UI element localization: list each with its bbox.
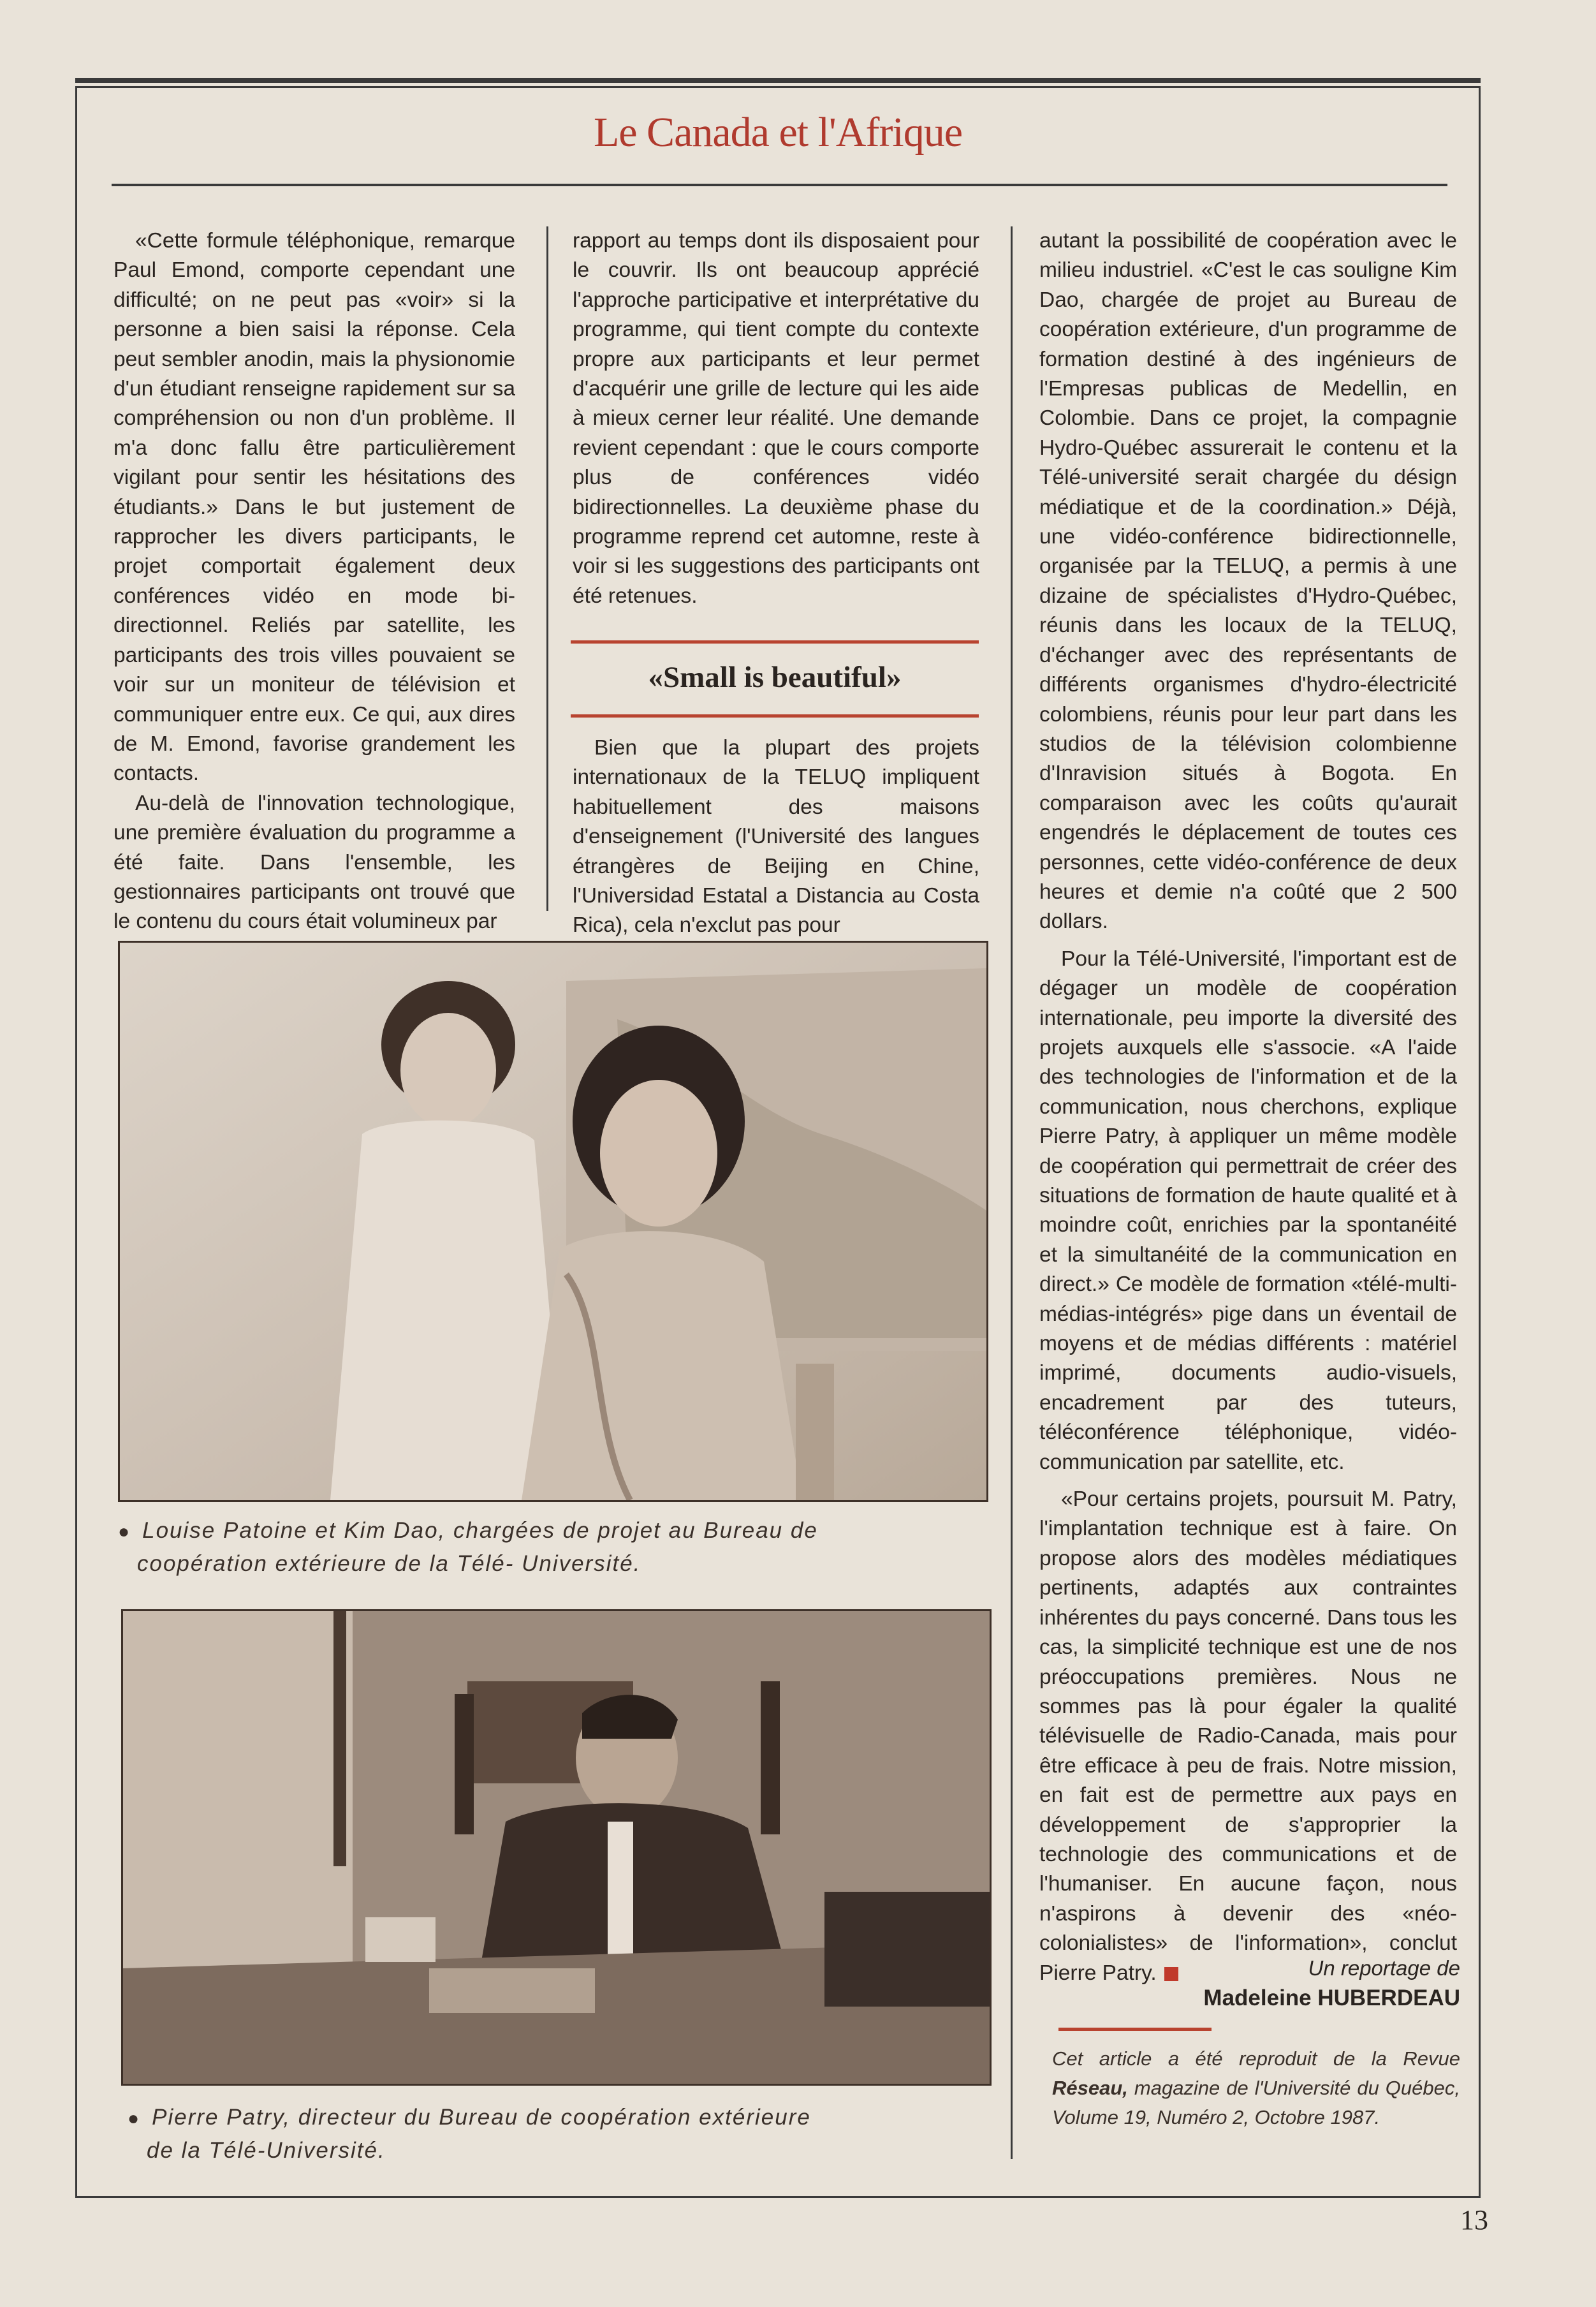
paragraph: Pour la Télé-Université, l'important est de dégager un modèle de coopération internationale, peu importe la diversité des projets auxquels elle s'associe. «A l'aide des technologies de l'information et de la communication, nous cherchons, explique Pierre Patry, à appliquer un même modèle de coopération qui permettrait de créer des situations de formation de haute qualité et à moindre coût, enrichies par la spontanéité et la simultanéité de la communication en direct.» Ce modèle de formation «télé-multi-médias-intégrés» pige dans un éventail de moyens et de médias différents : matériel imprimé, documents audio-visuels, encadrement par des tuteurs, téléconférence téléphonique, vidéo-communication par satellite, etc. [1039,947,1457,1474]
photo-pierre-patry [121,1609,992,2086]
caption-bullet: ● [128,2108,141,2129]
paragraph [1039,1485,1457,1988]
subheading-rule-top [571,640,979,644]
note-magazine: Réseau, [1052,2077,1128,2099]
paragraph: autant la possibilité de coopération avec le milieu industriel. «C'est le cas souligne Kim Dao, chargée de projet au Bureau de coopération extérieure, d'un programme de formation destiné à des ingénieurs de l'Empresas publicas de Medellin, en Colombie. Dans ce projet, la compagnie Hydro-Québec assurerait le contenu et la Télé-université serait chargée du désign médiatique et de la coordination.» Déjà, une vidéo-conférence bidirectionnelle, organisée par la TELUQ, a permis à une dizaine de spécialistes d'Hydro-Québec, réunis dans les locaux de la TELUQ, d'échanger avec des représentants de différents organismes d'hydro-électricité colombiens, réunis pour leur part dans les studios de la télévision colombienne d'Inravision situés à Bogota. En comparaison avec les coûts qu'aurait engendrés le déplacement de toutes ces personnes, cette vidéo-conférence de deux heures et demie n'a coûté que 2 500 dollars. [1039,229,1457,934]
byline-label: Un reportage de [1308,1956,1460,1980]
caption-bullet: ● [118,1521,131,1542]
paragraph: rapport au temps dont ils disposaient pour le couvrir. Ils ont beaucoup apprécié l'approche participative et interprétative du programme, qui tient compte du contexte propre aux participants et leur permet d'acquérir une grille de lecture qui les aide à mieux cerner leur réalité. Une demande revient cependant : que le cours comporte plus de conférences vidéo bidirectionnelles. La deuxième phase du programme reprend cet automne, reste à voir si les suggestions des participants ont été retenues. [573,229,979,608]
subheading: «Small is beautiful» [648,661,902,694]
caption-text: de la Télé-Université. [147,2138,386,2163]
article-column-3 [1039,226,1457,1988]
paragraph-text: «Pour certains projets, poursuit M. Patry, l'implantation technique est à faire. On propose alors des modèles médiatiques pertinents, adaptés aux contraintes inhérentes du pays concerné. Dans tous les cas, la simplicité technique est une de nos préoccupations premières. Nous ne sommes pas là pour égaler la qualité télévisuelle de Radio-Canada, mais pour être efficace à peu de frais. Notre mission, en fait est de permettre aux pays en développement de s'approprier la technologie des communications et de l'humaniser. En aucune façon, nous n'aspirons à devenir des «néo-colonialistes» de l'information», conclut Pierre Patry. [1039,1487,1457,1985]
photo-louise-patoine-kim-dao [118,941,988,1502]
photo-caption [118,1515,947,1580]
reprint-note [1052,2044,1460,2132]
paragraph: Au-delà de l'innovation technologique, une première évaluation du programme a été faite. Dans l'ensemble, les gestionnaires participants ont trouvé que le contenu du cours était volumineux par [113,791,515,934]
caption-text: Louise Patoine et Kim Dao, chargées de projet au Bureau de [142,1518,818,1543]
column-divider [1011,226,1013,2159]
paragraph: Bien que la plupart des projets internationaux de la TELUQ impliquent habituellement des maisons d'enseignement (l'Université des langues étrangères de Beijing en Chine, l'Universidad Estatal a Distancia au Costa Rica), cela n'exclut pas pour [573,736,979,938]
section-title: Le Canada et l'Afrique [593,109,963,156]
photo-image [120,943,986,1500]
photo-caption [128,2102,956,2167]
note-text: Cet article a été reproduit de la Revue [1052,2047,1460,2070]
page-number: 13 [1460,2204,1488,2236]
byline-author: Madeleine HUBERDEAU [1203,1986,1460,2010]
article-column-2-continued [573,733,979,941]
column-divider [546,226,548,911]
top-rule [75,78,1481,83]
title-rule [112,184,1447,186]
paragraph: «Cette formule téléphonique, remarque Paul Emond, comporte cependant une difficulté; on ne peut pas «voir» si la personne a bien saisi la réponse. Cela peut sembler anodin, mais la physionomie d'un étudiant renseigne rapidement sur sa compréhension ou non d'un problème. Il m'a donc fallu être particulièrement vigilant pour sentir les hésitations des étudiants.» Dans le but justement de rapprocher les divers participants, le projet comportait également deux conférences vidéo en mode bi-directionnel. Reliés par satellite, les participants des trois villes pouvaient se voir sur un moniteur de télévision et communiquer entre eux. Ce qui, aux dires de M. Emond, favorise grandement les contacts. [113,229,515,786]
subheading-rule-bottom [571,714,979,718]
article-column-2 [573,226,979,611]
note-text: magazine de l'Université du Québec, Volume 19, Numéro 2, Octobre 1987. [1052,2077,1460,2128]
photo-image [123,1611,990,2084]
note-rule [1058,2028,1212,2031]
caption-text: coopération extérieure de la Télé- Université. [137,1551,641,1576]
caption-text: Pierre Patry, directeur du Bureau de coopération extérieure [152,2105,811,2130]
article-column-1 [113,226,515,937]
